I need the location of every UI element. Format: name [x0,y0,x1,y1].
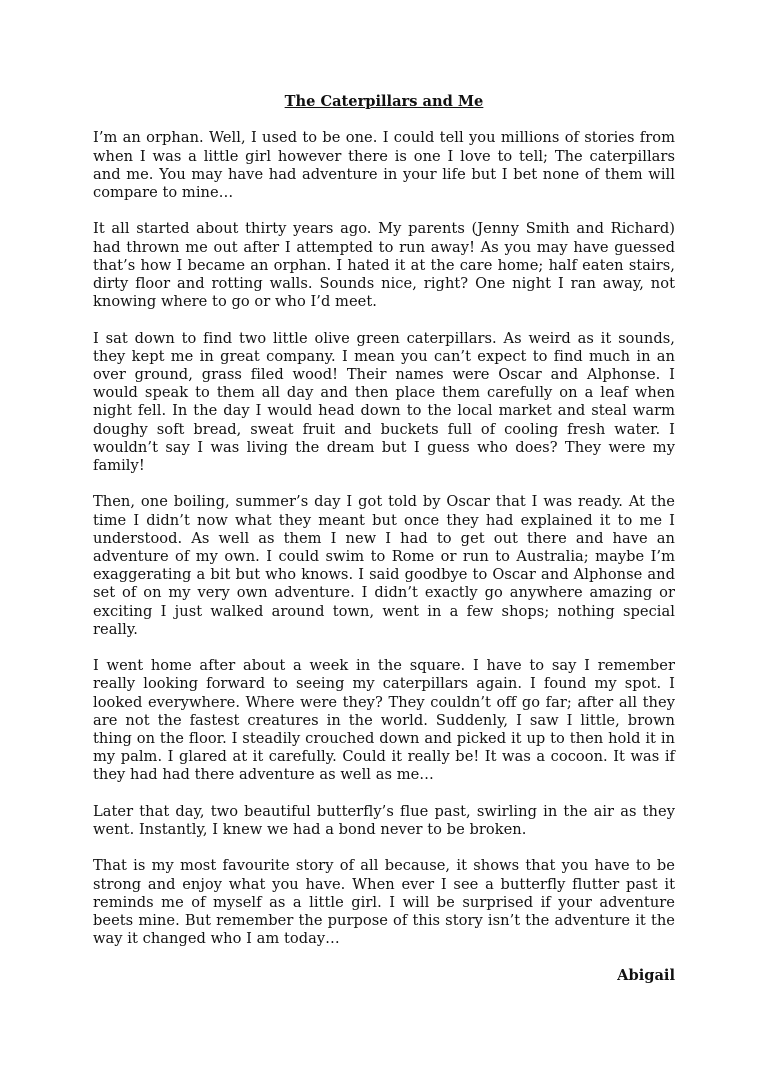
paragraph-5: I went home after about a week in the square. I have to say I remember really looking forward to seeing my caterpillars again. I found my spot. I looked everywhere. Where were they? They couldn’t off go far; after all they are not the fastest creatures in the world. Suddenly, I saw I little, brown thing on the floor. I steadily crouched down and picked it up to then hold it in my palm. I glared at it carefully. Could it really be! It was a cocoon. It was if they had had there adventure as well as me… [93,657,675,784]
author-signature: Abigail [617,966,675,984]
story-title: The Caterpillars and Me [284,93,484,110]
paragraph-3: I sat down to find two little olive green caterpillars. As weird as it sounds, they kept me in great company. I mean you can’t expect to find much in an over ground, grass filed wood! Their names were Oscar and Alphonse. I would speak to them all day and then place them carefully on a leaf when night fell. In the day I would head down to the local market and steal warm doughy soft bread, sweat fruit and buckets full of cooling fresh water. I wouldn’t say I was living the dream but I guess who does? They were my family! [93,329,675,475]
document-page [93,93,675,985]
paragraph-1: I’m an orphan. Well, I used to be one. I could tell you millions of stories from when I was a little girl however there is one I love to tell; The caterpillars and me. You may have had adventure in your life but I bet none of them will compare to mine… [93,129,675,202]
paragraph-2: It all started about thirty years ago. My parents (Jenny Smith and Richard) had thrown me out after I attempted to run away! As you may have guessed that’s how I became an orphan. I hated it at the care home; half eaten stairs, dirty floor and rotting walls. Sounds nice, right? One night I ran away, not knowing where to go or who I’d meet. [93,220,675,311]
paragraph-4: Then, one boiling, summer’s day I got told by Oscar that I was ready. At the time I didn’t now what they meant but once they had explained it to me I understood. As well as them I new I had to get out there and have an adventure of my own. I could swim to Rome or run to Australia; maybe I’m exaggerating a bit but who knows. I said goodbye to Oscar and Alphonse and set of on my very own adventure. I didn’t exactly go anywhere amazing or exciting I just walked around town, went in a few shops; nothing special really. [93,493,675,638]
paragraph-6: Later that day, two beautiful butterfly’s flue past, swirling in the air as they went. Instantly, I knew we had a bond never to be broken. [93,802,675,839]
paragraph-7: That is my most favourite story of all because, it shows that you have to be strong and enjoy what you have. When ever I see a butterfly flutter past it reminds me of myself as a little girl. I will be surprised if your adventure beets mine. But remember the purpose of this story isn’t the adventure it the way it changed who I am today… [93,857,675,948]
